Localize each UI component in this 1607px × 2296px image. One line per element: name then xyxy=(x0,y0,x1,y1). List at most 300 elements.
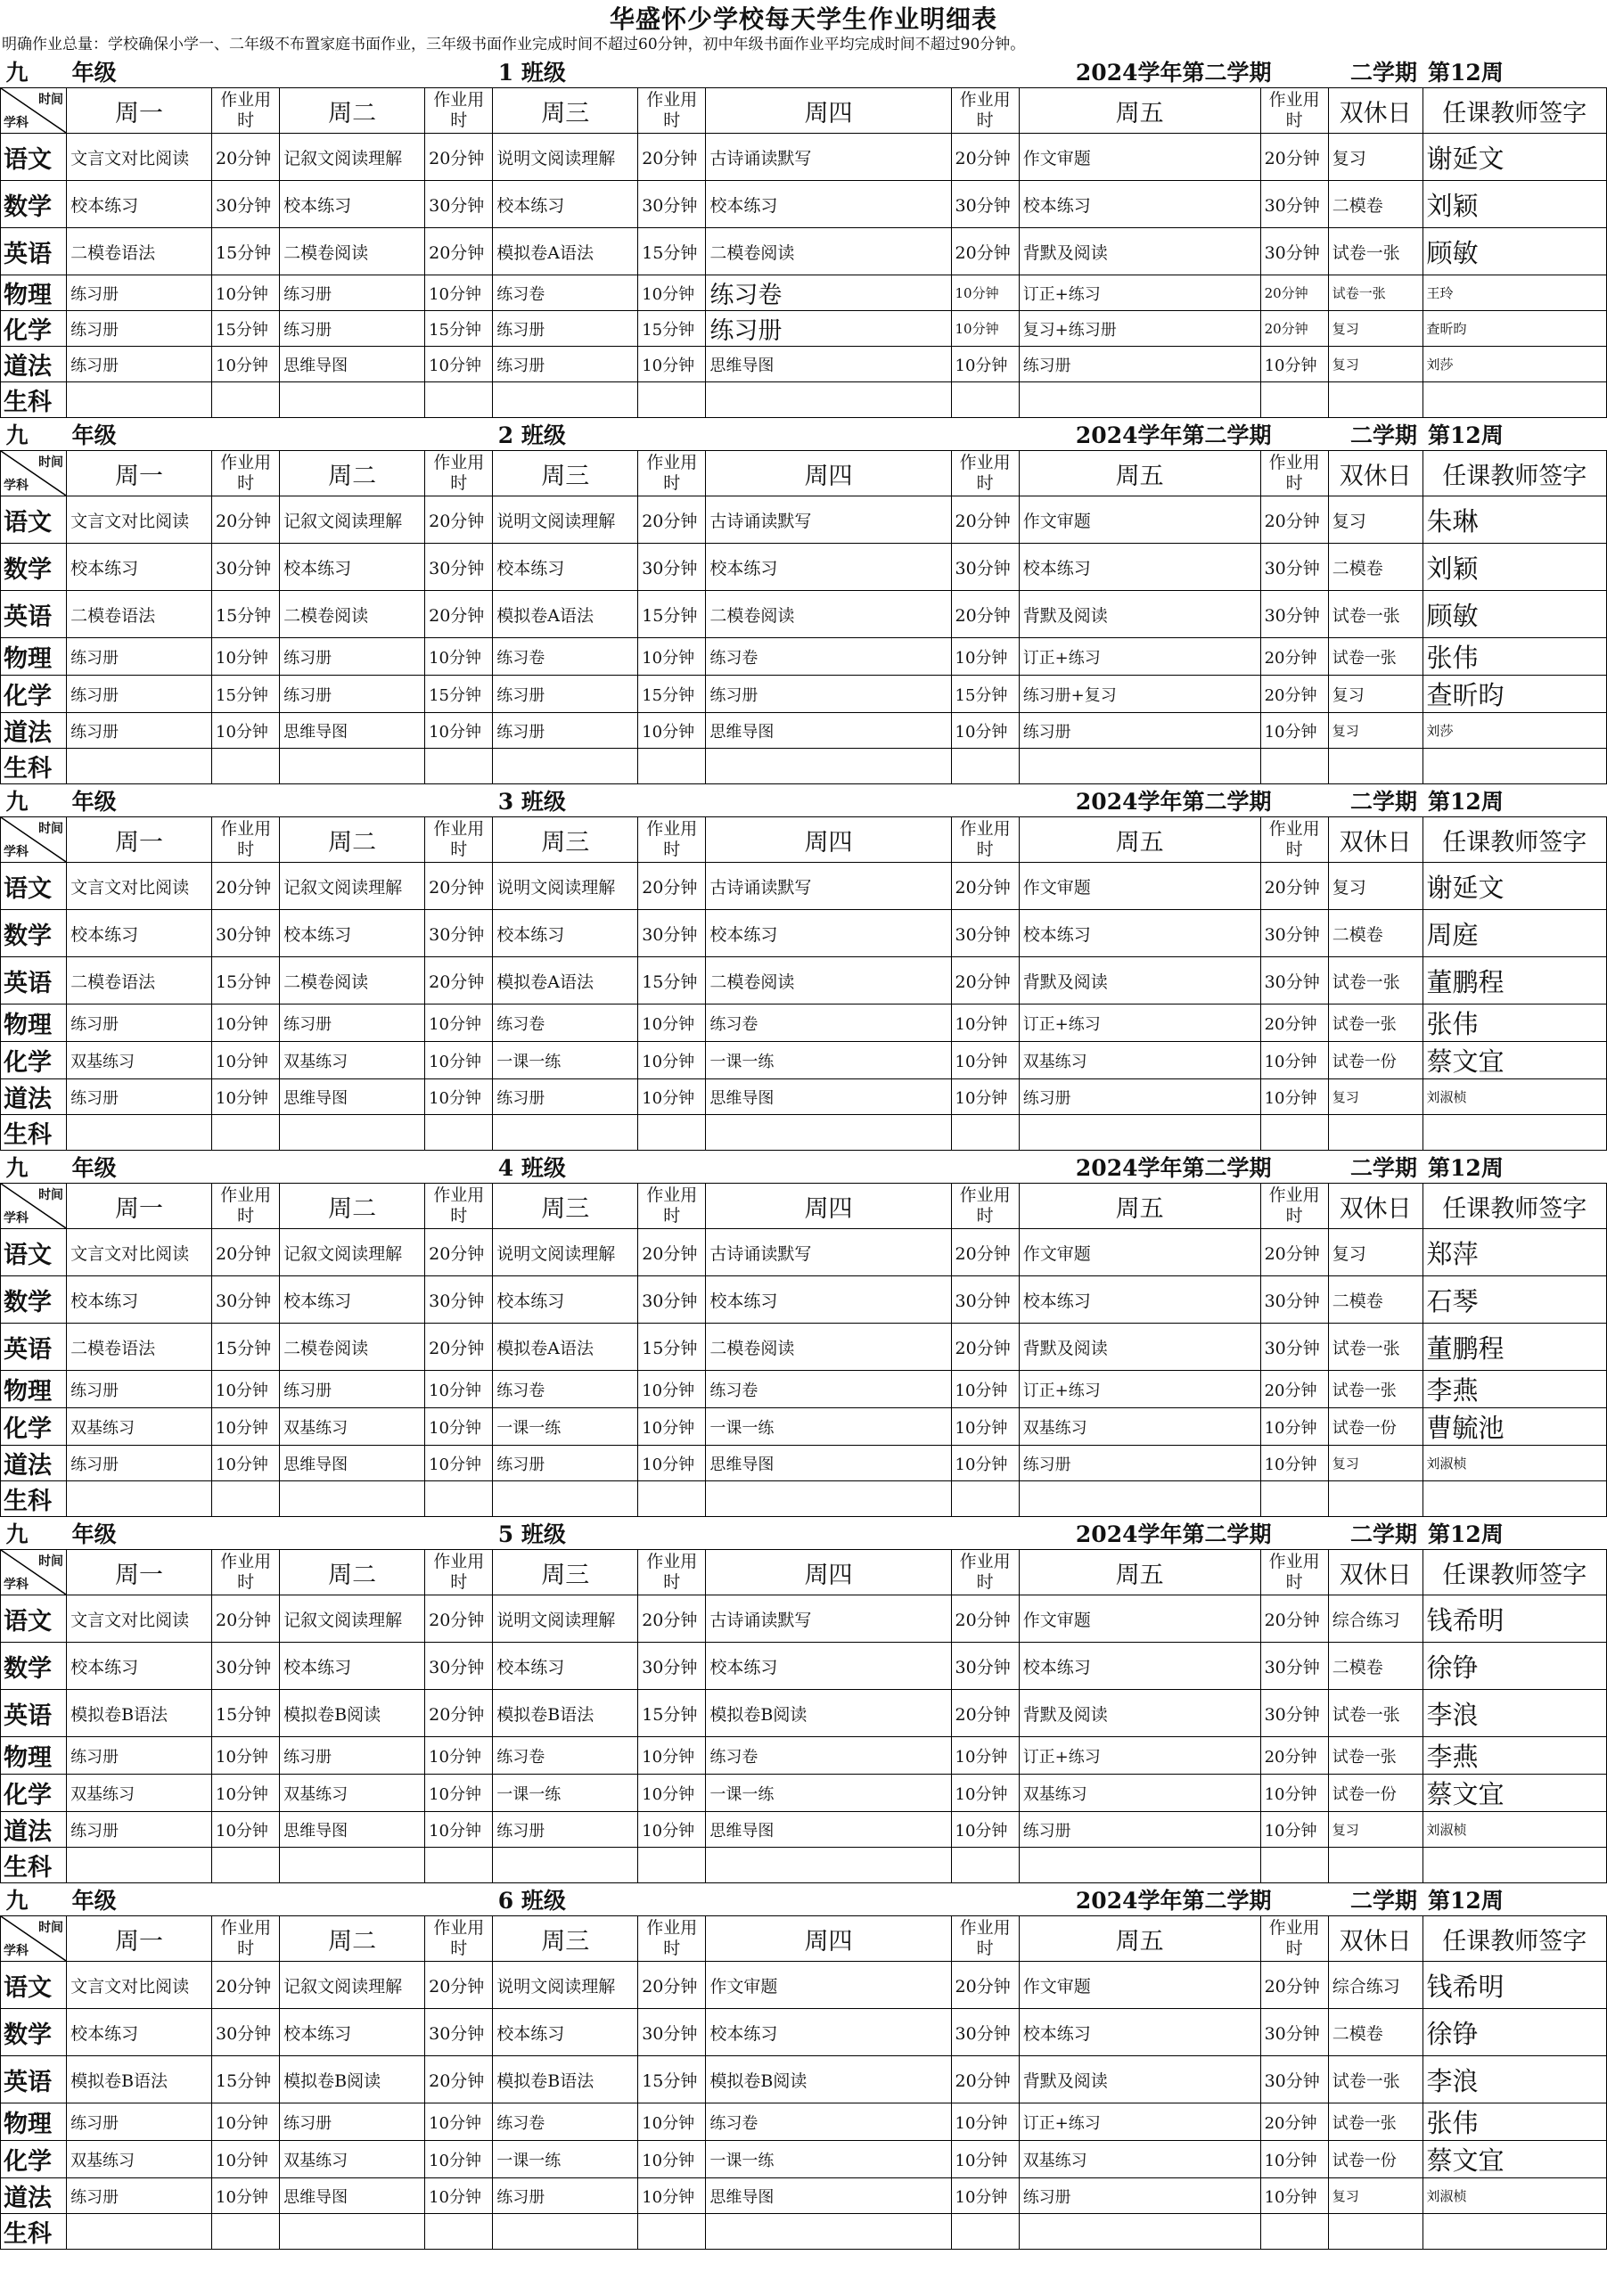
spacer xyxy=(212,418,493,451)
work-cell: 练习册 xyxy=(67,1079,212,1115)
duration-cell: 20分钟 xyxy=(425,591,493,638)
duration-cell: 20分钟 xyxy=(212,1962,280,2009)
work-cell xyxy=(67,1481,212,1517)
term-label: 2024学年第二学期 xyxy=(1075,422,1272,448)
corner-subject-label: 学科 xyxy=(4,1944,29,1958)
weekend-header: 双休日 xyxy=(1328,1550,1423,1595)
work-cell: 练习册 xyxy=(67,2103,212,2141)
duration-cell: 30分钟 xyxy=(1260,2009,1328,2056)
subject-cell: 语文 xyxy=(1,1595,67,1643)
work-cell: 模拟卷B阅读 xyxy=(706,2056,951,2103)
weekend-cell: 试卷一张 xyxy=(1328,2056,1423,2103)
duration-cell: 30分钟 xyxy=(425,910,493,957)
work-cell xyxy=(706,749,951,784)
duration-cell: 15分钟 xyxy=(212,1690,280,1737)
table-row xyxy=(1,957,1607,1004)
duration-cell: 20分钟 xyxy=(1260,1737,1328,1775)
work-cell: 作文审题 xyxy=(1019,496,1260,544)
day-header-wed: 周三 xyxy=(493,1184,638,1229)
work-cell xyxy=(706,1481,951,1517)
weekend-cell: 试卷一张 xyxy=(1328,638,1423,676)
semester-label: 二学期 xyxy=(1350,1521,1418,1547)
work-cell: 练习册 xyxy=(493,1812,638,1848)
work-cell: 二模卷阅读 xyxy=(706,957,951,1004)
duration-cell xyxy=(425,2214,493,2250)
work-cell: 模拟卷A语法 xyxy=(493,591,638,638)
work-cell: 练习册 xyxy=(1019,2178,1260,2214)
duration-cell: 20分钟 xyxy=(425,228,493,275)
subject-cell: 语文 xyxy=(1,863,67,910)
work-cell xyxy=(67,749,212,784)
duration-cell: 20分钟 xyxy=(1260,638,1328,676)
duration-cell: 20分钟 xyxy=(951,2056,1019,2103)
weekend-cell: 二模卷 xyxy=(1328,2009,1423,2056)
work-cell: 作文审题 xyxy=(1019,863,1260,910)
work-cell xyxy=(280,382,425,418)
spacer xyxy=(212,55,493,88)
class-block xyxy=(0,1883,1607,2250)
weekend-cell: 试卷一张 xyxy=(1328,228,1423,275)
day-header-tue: 周二 xyxy=(280,817,425,863)
teacher-signature-cell: 张伟 xyxy=(1423,2103,1606,2141)
subject-cell: 生科 xyxy=(1,749,67,784)
work-cell: 古诗诵读默写 xyxy=(706,496,951,544)
duration-cell xyxy=(638,1115,706,1151)
work-cell: 记叙文阅读理解 xyxy=(280,863,425,910)
weekend-cell: 复习 xyxy=(1328,1229,1423,1276)
duration-cell xyxy=(1260,749,1328,784)
duration-cell: 10分钟 xyxy=(212,1408,280,1446)
work-cell: 练习卷 xyxy=(493,1371,638,1408)
work-cell: 说明文阅读理解 xyxy=(493,1229,638,1276)
duration-cell: 30分钟 xyxy=(212,1276,280,1324)
work-cell: 说明文阅读理解 xyxy=(493,1595,638,1643)
weekend-cell: 试卷一份 xyxy=(1328,2141,1423,2178)
work-cell xyxy=(280,2214,425,2250)
work-cell: 练习册 xyxy=(280,2103,425,2141)
subject-cell: 生科 xyxy=(1,1481,67,1517)
duration-cell: 10分钟 xyxy=(425,1737,493,1775)
work-cell: 一课一练 xyxy=(493,1408,638,1446)
duration-cell: 20分钟 xyxy=(1260,1595,1328,1643)
work-cell: 思维导图 xyxy=(706,2178,951,2214)
work-cell: 练习卷 xyxy=(706,1371,951,1408)
table-row xyxy=(1,275,1607,311)
subject-cell: 生科 xyxy=(1,2214,67,2250)
table-row xyxy=(1,1481,1607,1517)
teacher-signature-cell: 曹毓池 xyxy=(1423,1408,1606,1446)
corner-time-label: 时间 xyxy=(38,1188,64,1202)
work-cell: 练习册 xyxy=(280,638,425,676)
day-header-thu: 周四 xyxy=(706,1184,951,1229)
duration-cell: 10分钟 xyxy=(951,275,1019,311)
table-row xyxy=(1,1371,1607,1408)
weekend-cell: 二模卷 xyxy=(1328,544,1423,591)
teacher-signature-cell: 顾敏 xyxy=(1423,228,1606,275)
work-cell: 模拟卷B语法 xyxy=(493,2056,638,2103)
weekend-header: 双休日 xyxy=(1328,451,1423,496)
duration-cell xyxy=(212,1848,280,1883)
teacher-signature-cell: 郑萍 xyxy=(1423,1229,1606,1276)
duration-cell: 10分钟 xyxy=(951,1408,1019,1446)
duration-cell: 20分钟 xyxy=(1260,1962,1328,2009)
spacer xyxy=(706,784,1019,817)
term-label: 2024学年第二学期 xyxy=(1075,789,1272,815)
subject-cell: 英语 xyxy=(1,2056,67,2103)
work-cell: 练习卷 xyxy=(493,1004,638,1042)
work-cell: 模拟卷B阅读 xyxy=(280,1690,425,1737)
duration-cell: 20分钟 xyxy=(638,496,706,544)
day-header-mon: 周一 xyxy=(67,1184,212,1229)
duration-header: 作业用时 xyxy=(638,1550,706,1595)
duration-cell: 10分钟 xyxy=(638,347,706,382)
work-cell: 作文审题 xyxy=(1019,1229,1260,1276)
weekend-cell: 试卷一张 xyxy=(1328,1737,1423,1775)
class-label: 2 班级 xyxy=(497,422,566,448)
work-cell: 校本练习 xyxy=(280,181,425,228)
work-cell: 一课一练 xyxy=(493,2141,638,2178)
duration-cell: 30分钟 xyxy=(1260,957,1328,1004)
duration-cell: 20分钟 xyxy=(638,1229,706,1276)
duration-cell: 20分钟 xyxy=(425,1962,493,2009)
work-cell: 背默及阅读 xyxy=(1019,957,1260,1004)
duration-cell: 15分钟 xyxy=(425,676,493,713)
duration-cell: 10分钟 xyxy=(638,1775,706,1812)
table-row xyxy=(1,1229,1607,1276)
duration-cell: 20分钟 xyxy=(212,496,280,544)
day-header-wed: 周三 xyxy=(493,88,638,134)
term-label: 2024学年第二学期 xyxy=(1075,60,1272,86)
work-cell: 练习卷 xyxy=(706,1737,951,1775)
day-header-tue: 周二 xyxy=(280,1550,425,1595)
subject-cell: 英语 xyxy=(1,957,67,1004)
day-header-wed: 周三 xyxy=(493,1550,638,1595)
work-cell xyxy=(493,1848,638,1883)
duration-cell: 20分钟 xyxy=(425,1229,493,1276)
day-header-mon: 周一 xyxy=(67,1916,212,1962)
work-cell xyxy=(1019,382,1260,418)
table-row xyxy=(1,311,1607,347)
duration-cell: 15分钟 xyxy=(425,311,493,347)
weekend-cell xyxy=(1328,1481,1423,1517)
teacher-header: 任课教师签字 xyxy=(1423,817,1606,863)
work-cell: 文言文对比阅读 xyxy=(67,1595,212,1643)
semester-label: 二学期 xyxy=(1350,60,1418,86)
subject-cell: 语文 xyxy=(1,496,67,544)
work-cell: 校本练习 xyxy=(1019,2009,1260,2056)
duration-cell: 10分钟 xyxy=(1260,347,1328,382)
duration-cell: 20分钟 xyxy=(1260,1004,1328,1042)
class-block xyxy=(0,55,1607,418)
work-cell: 模拟卷A语法 xyxy=(493,228,638,275)
duration-cell: 30分钟 xyxy=(1260,544,1328,591)
duration-header: 作业用时 xyxy=(212,1916,280,1962)
subject-cell: 英语 xyxy=(1,228,67,275)
work-cell: 练习卷 xyxy=(706,638,951,676)
spacer xyxy=(212,1151,493,1184)
work-cell: 练习册 xyxy=(67,347,212,382)
weekend-cell: 二模卷 xyxy=(1328,181,1423,228)
day-header-tue: 周二 xyxy=(280,88,425,134)
work-cell: 文言文对比阅读 xyxy=(67,1962,212,2009)
weekend-cell: 复习 xyxy=(1328,2178,1423,2214)
table-row xyxy=(1,134,1607,181)
subject-cell: 英语 xyxy=(1,1690,67,1737)
work-cell: 校本练习 xyxy=(706,2009,951,2056)
corner-subject-label: 学科 xyxy=(4,479,29,493)
teacher-header: 任课教师签字 xyxy=(1423,1550,1606,1595)
duration-cell xyxy=(212,2214,280,2250)
duration-header: 作业用时 xyxy=(638,1184,706,1229)
term-label: 2024学年第二学期 xyxy=(1075,1155,1272,1181)
work-cell xyxy=(1019,749,1260,784)
work-cell: 练习册 xyxy=(1019,347,1260,382)
work-cell: 思维导图 xyxy=(280,1812,425,1848)
duration-cell: 15分钟 xyxy=(212,591,280,638)
duration-cell: 15分钟 xyxy=(638,228,706,275)
weekend-cell: 二模卷 xyxy=(1328,1643,1423,1690)
work-cell xyxy=(1019,1115,1260,1151)
work-cell: 校本练习 xyxy=(1019,910,1260,957)
work-cell: 模拟卷A语法 xyxy=(493,957,638,1004)
teacher-signature-cell: 蔡文宜 xyxy=(1423,1042,1606,1079)
work-cell: 文言文对比阅读 xyxy=(67,496,212,544)
work-cell: 模拟卷B语法 xyxy=(67,2056,212,2103)
duration-cell: 15分钟 xyxy=(212,2056,280,2103)
weekend-cell: 试卷一张 xyxy=(1328,591,1423,638)
work-cell xyxy=(706,1848,951,1883)
work-cell: 练习册 xyxy=(493,347,638,382)
duration-cell: 30分钟 xyxy=(638,1276,706,1324)
duration-cell: 15分钟 xyxy=(212,1324,280,1371)
work-cell: 练习册 xyxy=(493,713,638,749)
subject-cell: 化学 xyxy=(1,676,67,713)
day-header-wed: 周三 xyxy=(493,817,638,863)
teacher-signature-cell: 李燕 xyxy=(1423,1371,1606,1408)
subject-cell: 物理 xyxy=(1,638,67,676)
work-cell: 模拟卷B语法 xyxy=(493,1690,638,1737)
work-cell: 练习册 xyxy=(493,311,638,347)
day-header-mon: 周一 xyxy=(67,451,212,496)
duration-cell: 20分钟 xyxy=(1260,2103,1328,2141)
grade-label: 九 xyxy=(5,422,29,448)
work-cell: 二模卷阅读 xyxy=(706,228,951,275)
work-cell: 古诗诵读默写 xyxy=(706,134,951,181)
work-cell: 订正+练习 xyxy=(1019,1371,1260,1408)
work-cell: 校本练习 xyxy=(1019,1643,1260,1690)
weekend-header: 双休日 xyxy=(1328,88,1423,134)
work-cell xyxy=(280,1481,425,1517)
duration-cell: 10分钟 xyxy=(951,2141,1019,2178)
day-header-fri: 周五 xyxy=(1019,817,1260,863)
duration-cell xyxy=(425,1481,493,1517)
table-row xyxy=(1,1690,1607,1737)
corner-time-label: 时间 xyxy=(38,455,64,470)
duration-cell: 10分钟 xyxy=(638,713,706,749)
work-cell xyxy=(706,2214,951,2250)
teacher-signature-cell: 张伟 xyxy=(1423,1004,1606,1042)
day-header-thu: 周四 xyxy=(706,1916,951,1962)
subject-time-corner xyxy=(1,1184,67,1229)
work-cell: 一课一练 xyxy=(493,1775,638,1812)
subject-cell: 数学 xyxy=(1,181,67,228)
workload-note: 明确作业总量：学校确保小学一、二年级不布置家庭书面作业，三年级书面作业完成时间不超过60分钟，初中年级书面作业平均完成时间不超过90分钟。 xyxy=(2,36,1026,53)
table-row xyxy=(1,1042,1607,1079)
duration-cell: 10分钟 xyxy=(638,1079,706,1115)
work-cell: 模拟卷B语法 xyxy=(67,1690,212,1737)
duration-cell: 10分钟 xyxy=(951,311,1019,347)
duration-cell: 30分钟 xyxy=(951,1643,1019,1690)
subject-cell: 物理 xyxy=(1,1737,67,1775)
teacher-signature-cell: 朱琳 xyxy=(1423,496,1606,544)
duration-cell: 20分钟 xyxy=(212,1595,280,1643)
teacher-signature-cell: 张伟 xyxy=(1423,638,1606,676)
weekend-cell: 二模卷 xyxy=(1328,1276,1423,1324)
work-cell: 练习册 xyxy=(67,1004,212,1042)
weekend-cell: 试卷一份 xyxy=(1328,1775,1423,1812)
corner-time-label: 时间 xyxy=(38,1921,64,1935)
weekend-cell: 试卷一张 xyxy=(1328,275,1423,311)
corner-subject-label: 学科 xyxy=(4,1211,29,1226)
duration-cell: 10分钟 xyxy=(951,1004,1019,1042)
work-cell xyxy=(280,1848,425,1883)
duration-cell: 30分钟 xyxy=(425,1643,493,1690)
weekend-header: 双休日 xyxy=(1328,817,1423,863)
work-cell: 练习册 xyxy=(493,2178,638,2214)
work-cell: 背默及阅读 xyxy=(1019,1324,1260,1371)
work-cell: 校本练习 xyxy=(706,544,951,591)
table-row xyxy=(1,713,1607,749)
grade-word: 年级 xyxy=(71,1521,117,1547)
subject-time-corner xyxy=(1,1550,67,1595)
duration-cell: 10分钟 xyxy=(951,1079,1019,1115)
duration-cell: 10分钟 xyxy=(212,1775,280,1812)
grade-word: 年级 xyxy=(71,422,117,448)
duration-cell: 15分钟 xyxy=(638,591,706,638)
teacher-signature-cell: 刘淑桢 xyxy=(1423,1079,1606,1115)
duration-header: 作业用时 xyxy=(1260,1916,1328,1962)
duration-cell: 30分钟 xyxy=(638,1643,706,1690)
duration-header: 作业用时 xyxy=(425,1550,493,1595)
work-cell: 校本练习 xyxy=(493,181,638,228)
subject-cell: 道法 xyxy=(1,713,67,749)
work-cell: 思维导图 xyxy=(280,1079,425,1115)
duration-cell: 10分钟 xyxy=(425,347,493,382)
term-label: 2024学年第二学期 xyxy=(1075,1521,1272,1547)
teacher-signature-cell: 刘淑桢 xyxy=(1423,2178,1606,2214)
subject-cell: 道法 xyxy=(1,2178,67,2214)
duration-cell: 20分钟 xyxy=(425,2056,493,2103)
duration-cell xyxy=(951,2214,1019,2250)
duration-cell: 15分钟 xyxy=(638,1324,706,1371)
table-row xyxy=(1,2178,1607,2214)
table-row xyxy=(1,1004,1607,1042)
subject-cell: 化学 xyxy=(1,311,67,347)
work-cell: 背默及阅读 xyxy=(1019,228,1260,275)
work-cell: 背默及阅读 xyxy=(1019,1690,1260,1737)
duration-header: 作业用时 xyxy=(425,1916,493,1962)
subject-cell: 语文 xyxy=(1,134,67,181)
weekend-cell: 复习 xyxy=(1328,496,1423,544)
teacher-signature-cell: 石琴 xyxy=(1423,1276,1606,1324)
work-cell xyxy=(280,1115,425,1151)
work-cell: 练习卷 xyxy=(706,1004,951,1042)
duration-header: 作业用时 xyxy=(425,451,493,496)
work-cell: 双基练习 xyxy=(67,1408,212,1446)
duration-cell: 30分钟 xyxy=(212,1643,280,1690)
duration-cell: 20分钟 xyxy=(638,863,706,910)
table-row xyxy=(1,1595,1607,1643)
subject-cell: 语文 xyxy=(1,1229,67,1276)
weekend-cell xyxy=(1328,382,1423,418)
work-cell: 练习册 xyxy=(280,676,425,713)
weekend-cell: 试卷一张 xyxy=(1328,1004,1423,1042)
work-cell: 二模卷阅读 xyxy=(706,1324,951,1371)
teacher-signature-cell: 董鹏程 xyxy=(1423,957,1606,1004)
duration-cell: 15分钟 xyxy=(212,228,280,275)
subject-time-corner xyxy=(1,1916,67,1962)
weekend-cell: 二模卷 xyxy=(1328,910,1423,957)
day-header-mon: 周一 xyxy=(67,88,212,134)
teacher-signature-cell xyxy=(1423,1848,1606,1883)
duration-cell: 10分钟 xyxy=(212,1446,280,1481)
duration-header: 作业用时 xyxy=(425,817,493,863)
table-row xyxy=(1,2141,1607,2178)
duration-cell: 10分钟 xyxy=(425,1371,493,1408)
table-row xyxy=(1,638,1607,676)
duration-cell: 20分钟 xyxy=(1260,863,1328,910)
table-row xyxy=(1,2009,1607,2056)
table-row xyxy=(1,863,1607,910)
weekend-cell: 试卷一张 xyxy=(1328,2103,1423,2141)
week-label: 第12周 xyxy=(1428,1888,1504,1914)
work-cell: 记叙文阅读理解 xyxy=(280,1962,425,2009)
duration-cell xyxy=(951,1848,1019,1883)
day-header-tue: 周二 xyxy=(280,1184,425,1229)
duration-cell: 20分钟 xyxy=(951,591,1019,638)
duration-cell: 20分钟 xyxy=(951,957,1019,1004)
weekend-cell: 试卷一张 xyxy=(1328,1371,1423,1408)
work-cell: 作文审题 xyxy=(706,1962,951,2009)
subject-cell: 化学 xyxy=(1,1408,67,1446)
duration-cell: 20分钟 xyxy=(212,134,280,181)
duration-header: 作业用时 xyxy=(212,1184,280,1229)
work-cell: 练习册 xyxy=(280,275,425,311)
work-cell: 作文审题 xyxy=(1019,1962,1260,2009)
duration-cell: 20分钟 xyxy=(951,134,1019,181)
duration-cell: 15分钟 xyxy=(212,311,280,347)
work-cell xyxy=(280,749,425,784)
table-row xyxy=(1,347,1607,382)
work-cell: 二模卷阅读 xyxy=(280,591,425,638)
duration-header: 作业用时 xyxy=(212,451,280,496)
duration-cell: 30分钟 xyxy=(1260,1324,1328,1371)
duration-cell: 20分钟 xyxy=(212,1229,280,1276)
work-cell: 二模卷语法 xyxy=(67,228,212,275)
teacher-signature-cell xyxy=(1423,749,1606,784)
duration-cell: 10分钟 xyxy=(1260,1812,1328,1848)
duration-cell: 10分钟 xyxy=(638,2103,706,2141)
duration-cell: 30分钟 xyxy=(1260,2056,1328,2103)
work-cell: 一课一练 xyxy=(706,1775,951,1812)
duration-cell: 10分钟 xyxy=(951,638,1019,676)
duration-cell: 30分钟 xyxy=(425,1276,493,1324)
subject-time-corner xyxy=(1,451,67,496)
work-cell: 校本练习 xyxy=(67,1276,212,1324)
duration-cell: 10分钟 xyxy=(951,1775,1019,1812)
work-cell: 练习册 xyxy=(493,1079,638,1115)
table-row xyxy=(1,1812,1607,1848)
